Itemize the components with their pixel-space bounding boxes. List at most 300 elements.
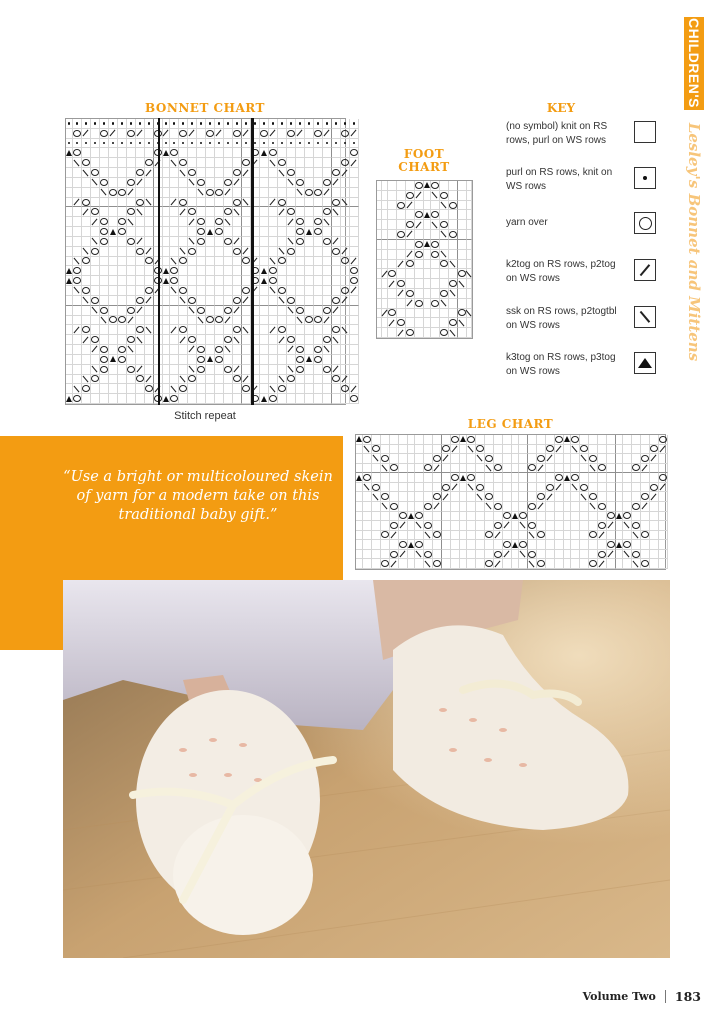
chart-cell bbox=[305, 365, 314, 375]
chart-cell bbox=[494, 531, 503, 541]
chart-cell bbox=[519, 492, 528, 502]
chart-cell bbox=[163, 158, 170, 168]
chart-cell bbox=[242, 247, 251, 257]
chart-cell bbox=[399, 435, 408, 445]
chart-cell bbox=[215, 345, 224, 355]
chart-cell bbox=[372, 435, 381, 445]
chart-cell bbox=[356, 512, 363, 522]
chart-cell bbox=[397, 191, 406, 201]
chart-cell bbox=[616, 502, 623, 512]
chart-cell bbox=[589, 454, 598, 464]
chart-cell bbox=[467, 201, 472, 211]
chart-cell bbox=[179, 355, 188, 365]
chart-cell bbox=[170, 217, 179, 227]
chart-cell bbox=[388, 191, 397, 201]
chart-cell bbox=[458, 201, 467, 211]
chart-cell bbox=[260, 345, 269, 355]
chart-cell bbox=[616, 550, 623, 560]
chart-cell bbox=[100, 345, 109, 355]
chart-cell bbox=[287, 276, 296, 286]
chart-cell bbox=[623, 531, 632, 541]
chart-cell bbox=[242, 178, 251, 188]
chart-cell bbox=[440, 181, 449, 191]
chart-cell bbox=[467, 181, 472, 191]
chart-cell bbox=[406, 250, 415, 260]
chart-cell bbox=[269, 119, 278, 129]
chart-cell bbox=[127, 237, 136, 247]
chart-cell bbox=[442, 435, 451, 445]
chart-cell bbox=[100, 158, 109, 168]
chart-cell bbox=[323, 129, 332, 139]
chart-cell bbox=[406, 328, 415, 338]
chart-cell bbox=[440, 210, 449, 220]
chart-cell bbox=[278, 168, 287, 178]
chart-cell bbox=[341, 168, 350, 178]
chart-cell bbox=[233, 325, 242, 335]
chart-cell bbox=[433, 521, 442, 531]
chart-cell bbox=[607, 473, 616, 483]
chart-cell bbox=[82, 158, 91, 168]
chart-cell bbox=[206, 384, 215, 394]
chart-cell bbox=[118, 355, 127, 365]
chart-cell bbox=[424, 473, 433, 483]
chart-cell bbox=[118, 148, 127, 158]
chart-cell bbox=[460, 521, 467, 531]
chart-cell bbox=[623, 550, 632, 560]
chart-cell bbox=[415, 492, 424, 502]
chart-cell bbox=[650, 550, 659, 560]
chart-cell bbox=[314, 335, 323, 345]
chart-cell bbox=[623, 512, 632, 522]
chart-cell bbox=[350, 257, 359, 267]
chart-cell bbox=[467, 250, 472, 260]
chart-cell bbox=[476, 550, 485, 560]
chart-cell bbox=[494, 454, 503, 464]
chart-cell bbox=[528, 445, 537, 455]
chart-cell bbox=[451, 559, 460, 569]
chart-cell bbox=[136, 335, 145, 345]
chart-cell bbox=[66, 227, 73, 237]
chart-cell bbox=[73, 316, 82, 326]
chart-cell bbox=[589, 550, 598, 560]
chart-cell bbox=[215, 168, 224, 178]
chart-cell bbox=[442, 473, 451, 483]
chart-cell bbox=[431, 309, 440, 319]
chart-cell bbox=[431, 210, 440, 220]
chart-cell bbox=[109, 335, 118, 345]
chart-cell bbox=[451, 464, 460, 474]
chart-cell bbox=[519, 512, 528, 522]
chart-cell bbox=[381, 550, 390, 560]
chart-cell bbox=[314, 394, 323, 404]
chart-cell bbox=[269, 345, 278, 355]
chart-cell bbox=[163, 355, 170, 365]
chart-cell bbox=[82, 257, 91, 267]
chart-cell bbox=[485, 540, 494, 550]
chart-cell bbox=[537, 512, 546, 522]
chart-cell bbox=[356, 483, 363, 493]
chart-cell bbox=[163, 365, 170, 375]
chart-cell bbox=[73, 257, 82, 267]
chart-cell bbox=[260, 316, 269, 326]
chart-cell bbox=[546, 464, 555, 474]
chart-cell bbox=[433, 492, 442, 502]
chart-cell bbox=[118, 217, 127, 227]
chart-cell bbox=[287, 188, 296, 198]
chart-cell bbox=[145, 345, 154, 355]
chart-cell bbox=[449, 220, 458, 230]
chart-cell bbox=[341, 325, 350, 335]
chart-cell bbox=[431, 289, 440, 299]
chart-cell bbox=[305, 335, 314, 345]
chart-cell bbox=[136, 257, 145, 267]
chart-cell bbox=[546, 445, 555, 455]
chart-cell bbox=[269, 139, 278, 149]
chart-cell bbox=[188, 286, 197, 296]
chart-cell bbox=[546, 559, 555, 569]
chart-cell bbox=[397, 318, 406, 328]
chart-cell bbox=[598, 559, 607, 569]
chart-cell bbox=[424, 454, 433, 464]
chart-cell bbox=[109, 345, 118, 355]
chart-cell bbox=[415, 269, 424, 279]
chart-cell bbox=[269, 198, 278, 208]
chart-cell bbox=[372, 483, 381, 493]
chart-cell bbox=[91, 198, 100, 208]
chart-cell bbox=[381, 531, 390, 541]
chart-cell bbox=[341, 384, 350, 394]
chart-cell bbox=[659, 550, 668, 560]
chart-cell bbox=[372, 445, 381, 455]
chart-cell bbox=[136, 266, 145, 276]
chart-cell bbox=[415, 279, 424, 289]
chart-cell bbox=[397, 279, 406, 289]
chart-cell bbox=[512, 435, 519, 445]
chart-cell bbox=[66, 188, 73, 198]
key-item-label: k3tog on RS rows, p3tog on WS rows bbox=[506, 352, 616, 377]
chart-cell bbox=[305, 286, 314, 296]
chart-cell bbox=[314, 139, 323, 149]
chart-cell bbox=[66, 168, 73, 178]
chart-cell bbox=[136, 207, 145, 217]
chart-cell bbox=[91, 375, 100, 385]
chart-cell bbox=[215, 158, 224, 168]
chart-cell bbox=[314, 375, 323, 385]
chart-cell bbox=[206, 158, 215, 168]
chart-cell bbox=[616, 445, 623, 455]
chart-cell bbox=[424, 289, 431, 299]
chart-cell bbox=[278, 365, 287, 375]
chart-cell bbox=[390, 559, 399, 569]
chart-cell bbox=[350, 325, 359, 335]
chart-cell bbox=[451, 531, 460, 541]
chart-cell bbox=[233, 394, 242, 404]
chart-cell bbox=[546, 435, 555, 445]
chart-cell bbox=[440, 299, 449, 309]
chart-cell bbox=[555, 550, 564, 560]
chart-cell bbox=[206, 306, 215, 316]
chart-cell bbox=[287, 296, 296, 306]
chart-cell bbox=[332, 207, 341, 217]
chart-cell bbox=[269, 325, 278, 335]
chart-cell bbox=[632, 502, 641, 512]
chart-cell bbox=[197, 345, 206, 355]
chart-cell bbox=[296, 188, 305, 198]
chart-cell bbox=[179, 178, 188, 188]
chart-cell bbox=[485, 473, 494, 483]
chart-cell bbox=[206, 148, 215, 158]
chart-cell bbox=[82, 296, 91, 306]
chart-cell bbox=[278, 198, 287, 208]
chart-cell bbox=[388, 240, 397, 250]
chart-cell bbox=[415, 328, 424, 338]
chart-cell bbox=[323, 198, 332, 208]
chart-cell bbox=[424, 181, 431, 191]
chart-cell bbox=[650, 492, 659, 502]
chart-cell bbox=[73, 335, 82, 345]
chart-cell bbox=[580, 454, 589, 464]
chart-cell bbox=[363, 435, 372, 445]
chart-cell bbox=[287, 335, 296, 345]
chart-cell bbox=[415, 435, 424, 445]
chart-cell bbox=[528, 531, 537, 541]
chart-cell bbox=[145, 139, 154, 149]
chart-cell bbox=[323, 345, 332, 355]
chart-cell bbox=[616, 559, 623, 569]
chart-cell bbox=[503, 483, 512, 493]
chart-cell bbox=[287, 375, 296, 385]
chart-cell bbox=[163, 384, 170, 394]
chart-cell bbox=[467, 230, 472, 240]
chart-cell bbox=[607, 512, 616, 522]
chart-cell bbox=[215, 365, 224, 375]
chart-cell bbox=[242, 296, 251, 306]
chart-cell bbox=[440, 328, 449, 338]
chart-cell bbox=[145, 237, 154, 247]
chart-cell bbox=[73, 247, 82, 257]
chart-cell bbox=[242, 158, 251, 168]
chart-cell bbox=[332, 257, 341, 267]
chart-cell bbox=[381, 454, 390, 464]
chart-cell bbox=[424, 435, 433, 445]
chart-cell bbox=[82, 247, 91, 257]
chart-cell bbox=[260, 365, 269, 375]
chart-cell bbox=[188, 148, 197, 158]
chart-cell bbox=[408, 492, 415, 502]
chart-cell bbox=[350, 394, 359, 404]
chart-cell bbox=[91, 257, 100, 267]
chart-cell bbox=[278, 335, 287, 345]
chart-cell bbox=[332, 286, 341, 296]
chart-cell bbox=[136, 158, 145, 168]
chart-cell bbox=[458, 240, 467, 250]
chart-cell bbox=[179, 217, 188, 227]
chart-cell bbox=[598, 473, 607, 483]
chart-cell bbox=[476, 445, 485, 455]
chart-cell bbox=[363, 454, 372, 464]
chart-cell bbox=[242, 384, 251, 394]
chart-cell bbox=[555, 502, 564, 512]
chart-cell bbox=[314, 345, 323, 355]
chart-cell bbox=[242, 355, 251, 365]
chart-cell bbox=[242, 325, 251, 335]
chart-cell bbox=[546, 454, 555, 464]
chart-cell bbox=[512, 502, 519, 512]
chart-cell bbox=[512, 512, 519, 522]
chart-cell bbox=[494, 445, 503, 455]
chart-cell bbox=[109, 139, 118, 149]
chart-cell bbox=[537, 473, 546, 483]
chart-cell bbox=[415, 318, 424, 328]
chart-cell bbox=[100, 355, 109, 365]
chart-cell bbox=[100, 178, 109, 188]
chart-cell bbox=[127, 227, 136, 237]
chart-cell bbox=[224, 286, 233, 296]
chart-cell bbox=[659, 445, 668, 455]
chart-cell bbox=[641, 464, 650, 474]
chart-cell bbox=[314, 286, 323, 296]
chart-cell bbox=[399, 531, 408, 541]
chart-cell bbox=[467, 279, 472, 289]
chart-cell bbox=[163, 266, 170, 276]
chart-cell bbox=[341, 266, 350, 276]
chart-cell bbox=[188, 365, 197, 375]
chart-cell bbox=[433, 454, 442, 464]
chart-cell bbox=[296, 375, 305, 385]
chart-cell bbox=[91, 316, 100, 326]
chart-cell bbox=[260, 375, 269, 385]
chart-cell bbox=[528, 540, 537, 550]
chart-cell bbox=[91, 306, 100, 316]
chart-cell bbox=[564, 435, 571, 445]
chart-cell bbox=[323, 325, 332, 335]
chart-cell bbox=[314, 355, 323, 365]
booties-photo bbox=[63, 580, 670, 958]
chart-cell bbox=[91, 394, 100, 404]
chart-cell bbox=[100, 276, 109, 286]
chart-cell bbox=[278, 257, 287, 267]
chart-cell bbox=[388, 260, 397, 270]
chart-cell bbox=[233, 178, 242, 188]
chart-cell bbox=[381, 464, 390, 474]
chart-cell bbox=[260, 129, 269, 139]
chart-cell bbox=[314, 178, 323, 188]
chart-cell bbox=[305, 394, 314, 404]
chart-cell bbox=[287, 217, 296, 227]
chart-cell bbox=[127, 266, 136, 276]
chart-cell bbox=[100, 247, 109, 257]
chart-cell bbox=[109, 129, 118, 139]
chart-cell bbox=[109, 227, 118, 237]
chart-cell bbox=[224, 276, 233, 286]
chart-cell bbox=[278, 276, 287, 286]
chart-cell bbox=[296, 345, 305, 355]
chart-cell bbox=[341, 227, 350, 237]
chart-cell bbox=[206, 129, 215, 139]
chart-cell bbox=[512, 540, 519, 550]
chart-cell bbox=[458, 328, 467, 338]
chart-cell bbox=[332, 345, 341, 355]
chart-cell bbox=[136, 296, 145, 306]
chart-cell bbox=[170, 227, 179, 237]
chart-cell bbox=[467, 550, 476, 560]
chart-cell bbox=[215, 247, 224, 257]
chart-cell bbox=[494, 502, 503, 512]
chart-cell bbox=[260, 139, 269, 149]
chart-cell bbox=[641, 512, 650, 522]
chart-cell bbox=[314, 257, 323, 267]
chart-cell bbox=[179, 188, 188, 198]
chart-cell bbox=[170, 266, 179, 276]
chart-cell bbox=[512, 473, 519, 483]
chart-cell bbox=[314, 188, 323, 198]
chart-cell bbox=[356, 550, 363, 560]
chart-cell bbox=[136, 394, 145, 404]
chart-cell bbox=[415, 220, 424, 230]
chart-cell bbox=[616, 512, 623, 522]
chart-cell bbox=[215, 266, 224, 276]
chart-cell bbox=[341, 375, 350, 385]
chart-cell bbox=[363, 559, 372, 569]
chart-cell bbox=[415, 445, 424, 455]
chart-cell bbox=[215, 227, 224, 237]
chart-cell bbox=[73, 394, 82, 404]
chart-cell bbox=[188, 266, 197, 276]
chart-cell bbox=[332, 188, 341, 198]
chart-cell bbox=[260, 237, 269, 247]
chart-cell bbox=[224, 325, 233, 335]
chart-cell bbox=[305, 384, 314, 394]
chart-cell bbox=[100, 394, 109, 404]
chart-cell bbox=[188, 237, 197, 247]
chart-cell bbox=[440, 230, 449, 240]
chart-cell bbox=[323, 217, 332, 227]
chart-cell bbox=[388, 269, 397, 279]
chart-cell bbox=[109, 306, 118, 316]
chart-cell bbox=[224, 345, 233, 355]
chart-cell bbox=[607, 492, 616, 502]
chart-cell bbox=[233, 286, 242, 296]
chart-cell bbox=[242, 119, 251, 129]
chart-cell bbox=[406, 230, 415, 240]
chart-cell bbox=[356, 521, 363, 531]
chart-cell bbox=[296, 217, 305, 227]
chart-cell bbox=[145, 316, 154, 326]
chart-cell bbox=[607, 464, 616, 474]
chart-cell bbox=[127, 345, 136, 355]
chart-cell bbox=[188, 207, 197, 217]
chart-cell bbox=[179, 168, 188, 178]
chart-cell bbox=[580, 435, 589, 445]
chart-cell bbox=[136, 306, 145, 316]
chart-cell bbox=[278, 306, 287, 316]
chart-cell bbox=[197, 355, 206, 365]
chart-cell bbox=[269, 375, 278, 385]
chart-cell bbox=[206, 198, 215, 208]
chart-cell bbox=[451, 492, 460, 502]
chart-cell bbox=[623, 435, 632, 445]
footer-divider bbox=[665, 990, 666, 1003]
chart-cell bbox=[598, 540, 607, 550]
chart-cell bbox=[206, 286, 215, 296]
chart-cell bbox=[397, 210, 406, 220]
chart-cell bbox=[260, 335, 269, 345]
chart-cell bbox=[571, 512, 580, 522]
chart-cell bbox=[458, 191, 467, 201]
chart-cell bbox=[215, 217, 224, 227]
chart-cell bbox=[66, 306, 73, 316]
chart-cell bbox=[467, 521, 476, 531]
